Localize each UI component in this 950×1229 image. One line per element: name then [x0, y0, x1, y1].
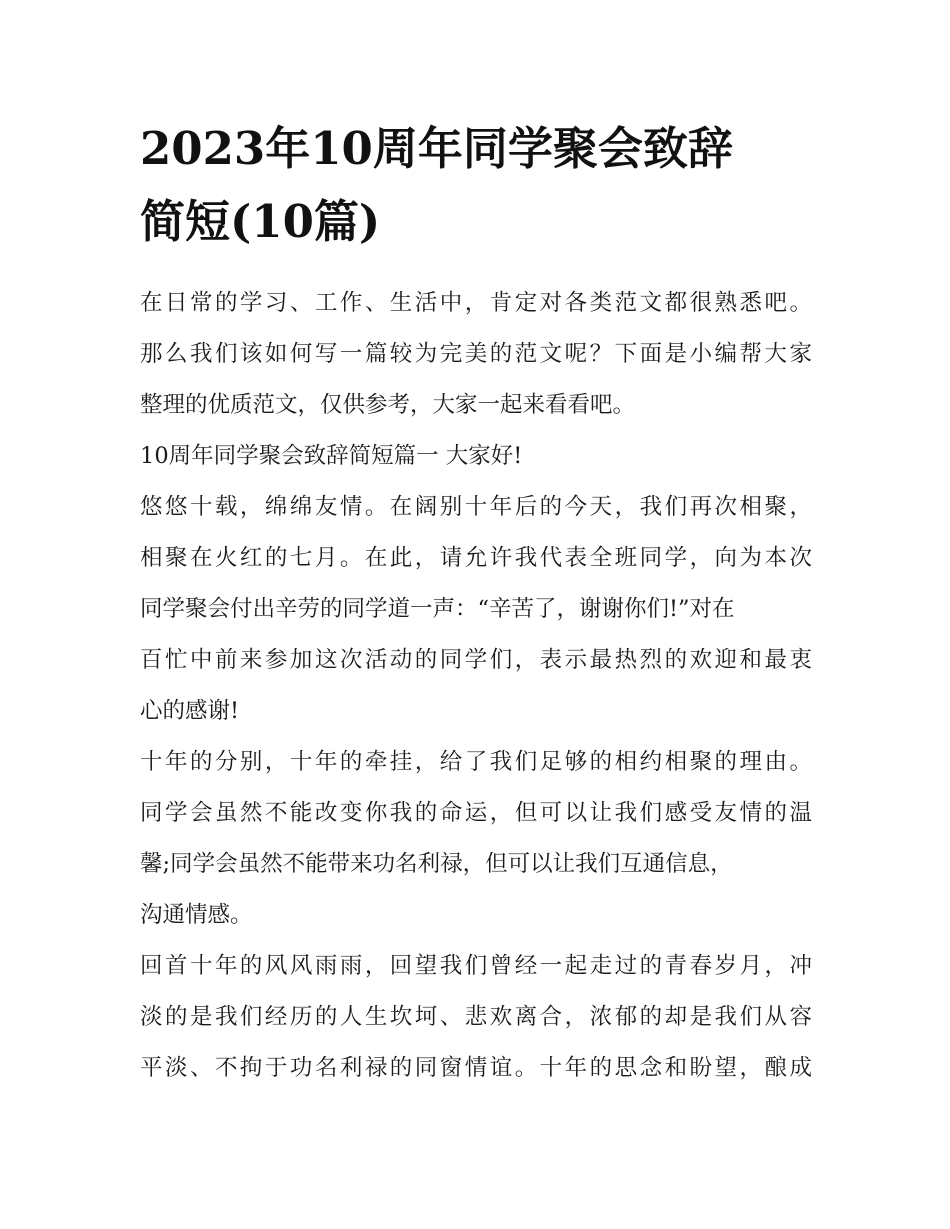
text-line: 十年的分别，十年的牵挂，给了我们足够的相约相聚的理由。 — [140, 749, 812, 775]
body-paragraph — [140, 482, 812, 737]
text-line: 10周年同学聚会致辞简短篇一 大家好! — [140, 443, 523, 469]
intro-paragraph — [140, 278, 812, 431]
text-line: 同学聚会付出辛劳的同学道一声：“辛苦了，谢谢你们!”对在 — [140, 596, 735, 622]
body-paragraph — [140, 737, 812, 941]
title-line: 2023年10周年同学聚会致辞 — [140, 122, 733, 175]
text-line: 整理的优质范文，仅供参考，大家一起来看看吧。 — [140, 392, 636, 418]
text-line: 悠悠十载，绵绵友情。在阔别十年后的今天，我们再次相聚， — [140, 494, 812, 520]
text-line: 心的感谢! — [140, 698, 240, 724]
text-line: 相聚在火红的七月。在此，请允许我代表全班同学，向为本次 — [140, 545, 812, 571]
document-title — [140, 112, 820, 258]
body-paragraph — [140, 941, 812, 1094]
text-line: 同学会虽然不能改变你我的命运，但可以让我们感受友情的温 — [140, 800, 812, 826]
text-line: 淡的是我们经历的人生坎坷、悲欢离合，浓郁的却是我们从容 — [140, 1004, 812, 1030]
title-line: 简短(10篇) — [140, 195, 381, 248]
text-line: 那么我们该如何写一篇较为完美的范文呢？下面是小编帮大家 — [140, 341, 812, 367]
text-line: 平淡、不拘于功名利禄的同窗情谊。十年的思念和盼望，酿成 — [140, 1055, 812, 1081]
text-line: 沟通情感。 — [140, 902, 253, 928]
text-line: 回首十年的风风雨雨，回望我们曾经一起走过的青春岁月，冲 — [140, 953, 812, 979]
text-line: 在日常的学习、工作、生活中，肯定对各类范文都很熟悉吧。 — [140, 290, 812, 316]
document-body — [140, 278, 812, 1094]
text-line: 馨;同学会虽然不能带来功名利禄，但可以让我们互通信息， — [140, 851, 733, 877]
section-heading-paragraph — [140, 431, 812, 482]
text-line: 百忙中前来参加这次活动的同学们，表示最热烈的欢迎和最衷 — [140, 647, 812, 673]
